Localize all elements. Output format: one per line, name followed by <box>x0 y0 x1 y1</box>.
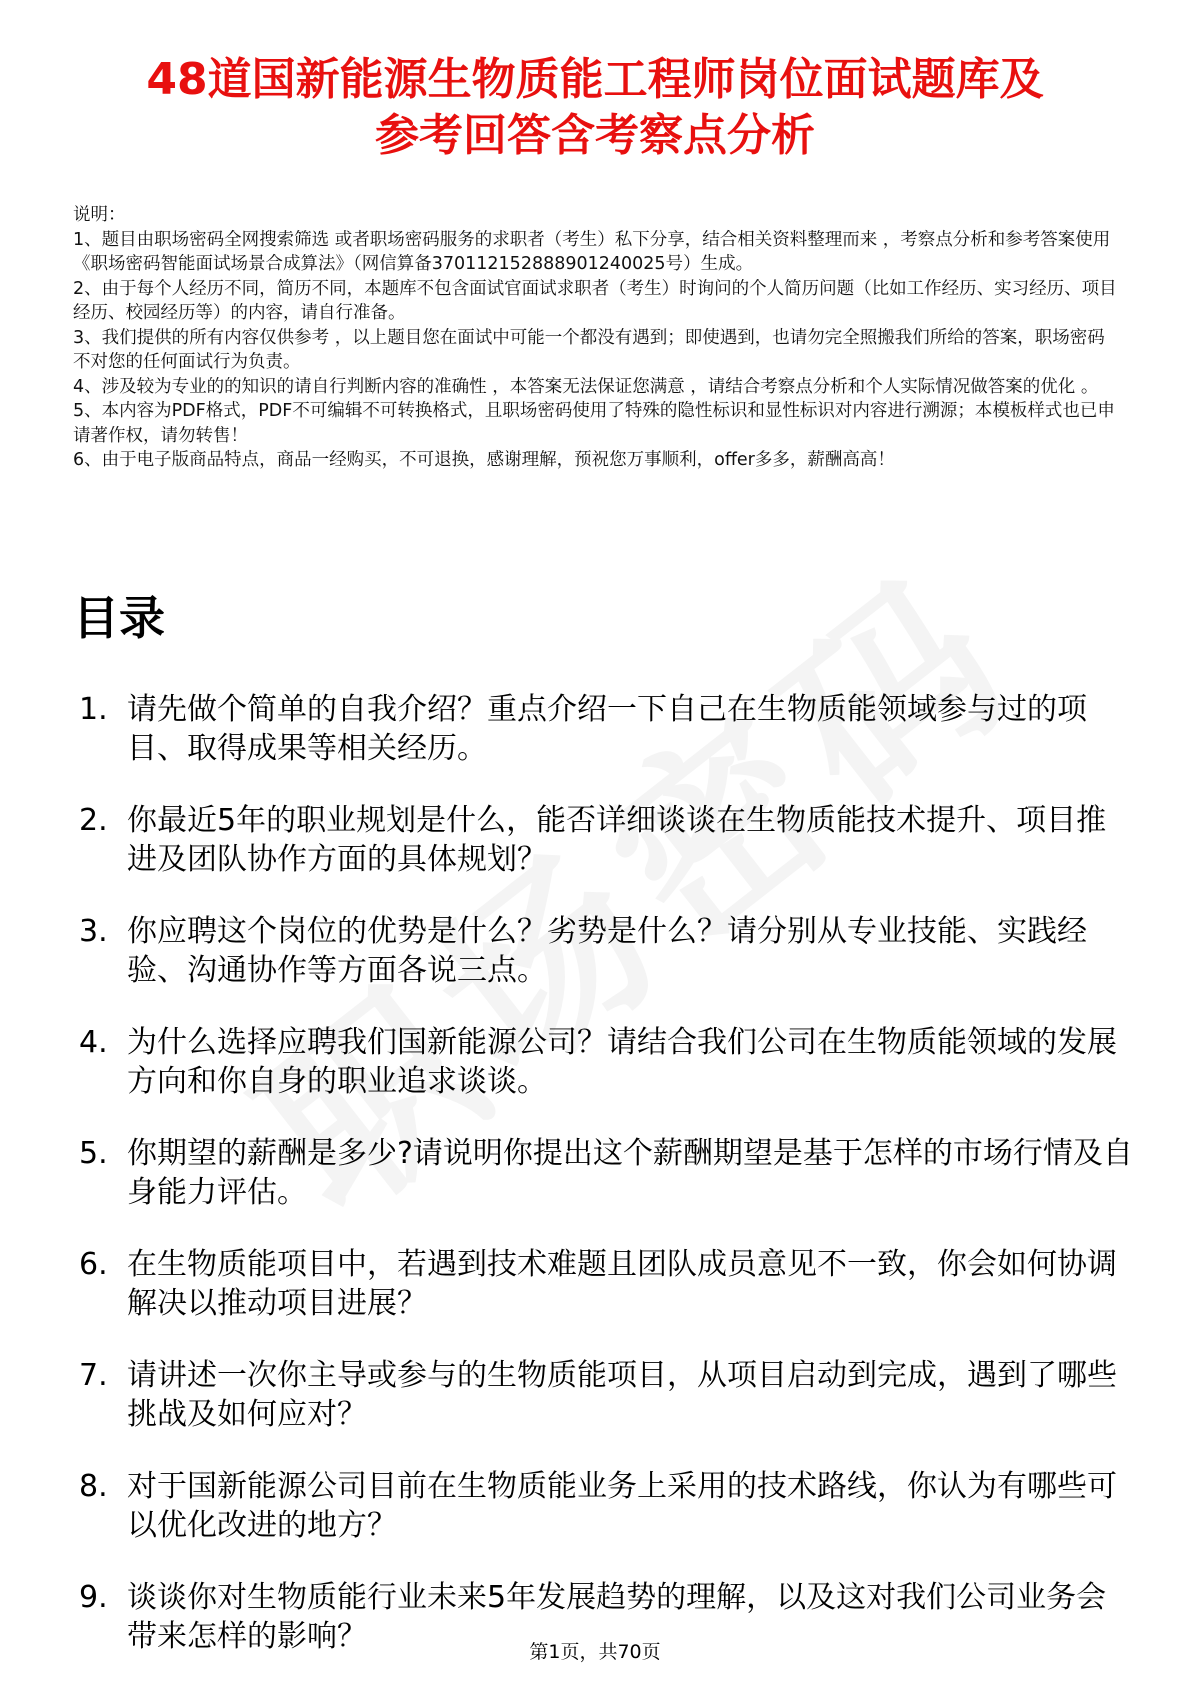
toc-item[interactable] <box>73 1023 1133 1101</box>
title-line-2: 参考回答含考察点分析 <box>375 110 815 161</box>
toc-item-text: 在生物质能项目中，若遇到技术难题且团队成员意见不一致，你会如何协调解决以推动项目进展？ <box>127 1247 1117 1321</box>
toc-item-text: 请先做个简单的自我介绍？重点介绍一下自己在生物质能领域参与过的项目、取得成果等相关经历。 <box>127 692 1087 766</box>
toc-item[interactable] <box>73 912 1133 990</box>
toc-item-text: 你应聘这个岗位的优势是什么？劣势是什么？请分别从专业技能、实践经验、沟通协作等方面各说三点。 <box>127 914 1087 988</box>
toc-item-number: 7. <box>79 1358 108 1393</box>
toc-item-number: 2. <box>79 803 108 838</box>
toc-item-text: 为什么选择应聘我们国新能源公司？请结合我们公司在生物质能领域的发展方向和你自身的职业追求谈谈。 <box>127 1025 1117 1099</box>
note-item: 5、本内容为PDF格式，PDF不可编辑不可转换格式，且职场密码使用了特殊的隐性标识和显性标识对内容进行溯源；本模板样式也已申请著作权，请勿转售！ <box>73 401 1115 446</box>
toc-item-text: 请讲述一次你主导或参与的生物质能项目，从项目启动到完成，遇到了哪些挑战及如何应对？ <box>127 1358 1117 1432</box>
toc-item[interactable] <box>73 690 1133 768</box>
toc-item-number: 8. <box>79 1469 108 1504</box>
document-title <box>60 52 1130 164</box>
toc-item-text: 你最近5年的职业规划是什么，能否详细谈谈在生物质能技术提升、项目推进及团队协作方面的具体规划？ <box>127 803 1107 877</box>
toc-item[interactable] <box>73 801 1133 879</box>
toc-item-text: 谈谈你对生物质能行业未来5年发展趋势的理解，以及这对我们公司业务会带来怎样的影响？ <box>127 1580 1107 1654</box>
toc-item[interactable] <box>73 1245 1133 1323</box>
note-item: 2、由于每个人经历不同，简历不同，本题库不包含面试官面试求职者（考生）时询问的个人简历问题（比如工作经历、实习经历、项目经历、校园经历等）的内容，请自行准备。 <box>73 278 1117 323</box>
note-item: 1、题目由职场密码全网搜索筛选 或者职场密码服务的求职者（考生）私下分享，结合相关资料整理而来 ，考察点分析和参考答案使用《职场密码智能面试场景合成算法》（网信算备370112152888901240025号）生成。 <box>73 229 1111 274</box>
toc-item-number: 3. <box>79 914 108 949</box>
toc-item-number: 9. <box>79 1580 108 1615</box>
toc-item[interactable] <box>73 1356 1133 1434</box>
toc-item-number: 4. <box>79 1025 108 1060</box>
notes-heading: 说明： <box>73 205 126 225</box>
toc-item-number: 5. <box>79 1136 108 1171</box>
note-item: 3、我们提供的所有内容仅供参考 ，以上题目您在面试中可能一个都没有遇到；即使遇到，也请勿完全照搬我们所给的答案，职场密码不对您的任何面试行为负责。 <box>73 327 1105 372</box>
toc-item-number: 6. <box>79 1247 108 1282</box>
toc-heading: 目录 <box>73 591 165 645</box>
note-item: 6、由于电子版商品特点，商品一经购买，不可退换，感谢理解，预祝您万事顺利，offer多多，薪酬高高！ <box>73 450 895 470</box>
title-line-1: 48道国新能源生物质能工程师岗位面试题库及 <box>146 54 1044 105</box>
toc-item-number: 1. <box>79 692 108 727</box>
toc-item-text: 对于国新能源公司目前在生物质能业务上采用的技术路线，你认为有哪些可以优化改进的地方？ <box>127 1469 1117 1543</box>
note-item: 4、涉及较为专业的的知识的请自行判断内容的准确性 ，本答案无法保证您满意 ，请结合考察点分析和个人实际情况做答案的优化 。 <box>73 376 1099 397</box>
table-of-contents <box>73 690 1133 1689</box>
toc-item[interactable] <box>73 1467 1133 1545</box>
page-footer: 第1页，共70页 <box>529 1641 661 1663</box>
notes-section <box>73 203 1118 473</box>
toc-item-text: 你期望的薪酬是多少?请说明你提出这个薪酬期望是基于怎样的市场行情及自身能力评估。 <box>127 1136 1133 1210</box>
toc-item[interactable] <box>73 1134 1133 1212</box>
